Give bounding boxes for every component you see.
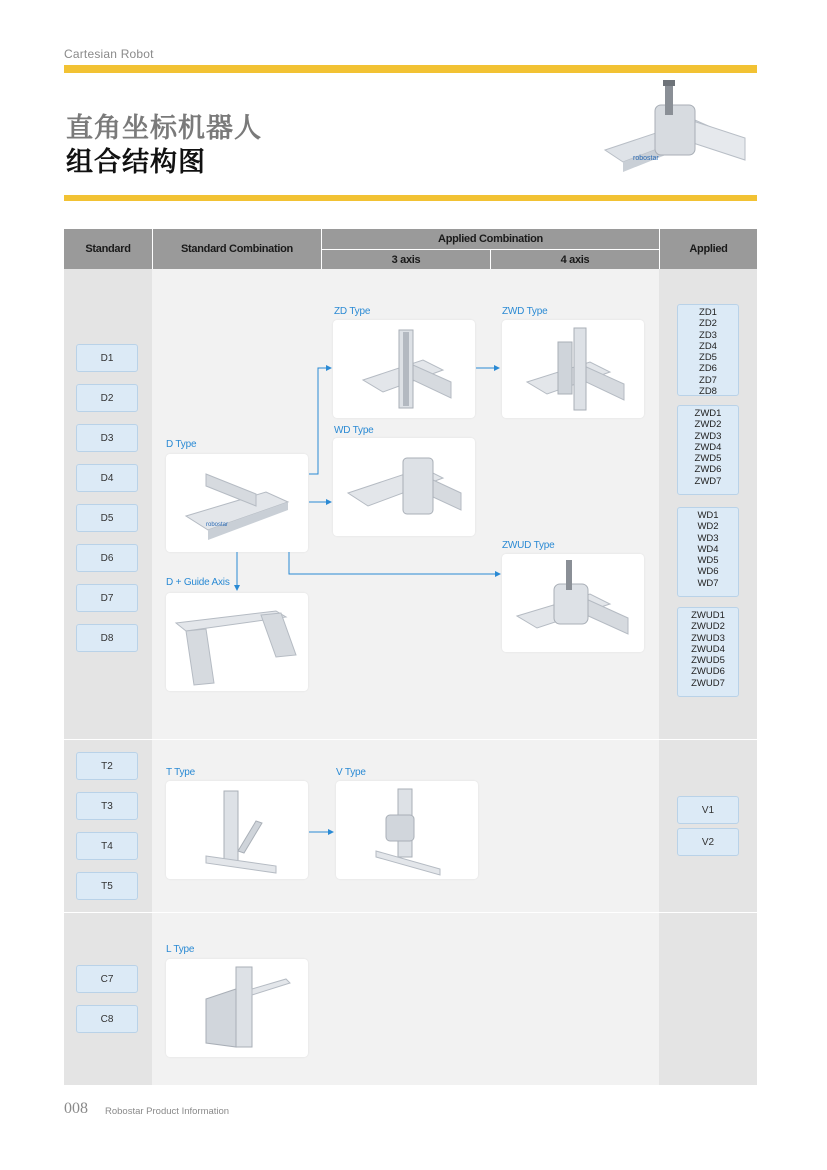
l-type-label: L Type [166,944,195,955]
d-type-image [166,454,308,552]
standard-item-t5[interactable]: T5 [76,872,138,900]
standard-item-c7[interactable]: C7 [76,965,138,993]
l-type-image [166,959,308,1057]
d-type-label: D Type [166,439,197,450]
standard-item-d8[interactable]: D8 [76,624,138,652]
page-title-line2: 组合结构图 [66,147,206,178]
standard-item-d2[interactable]: D2 [76,384,138,412]
standard-item-d4[interactable]: D4 [76,464,138,492]
applied-v1[interactable]: V1 [677,796,739,824]
hero-robot-image [595,80,757,190]
row-divider [64,912,757,913]
row-divider [64,739,757,740]
applied-v2[interactable]: V2 [677,828,739,856]
d-guide-axis-image [166,593,308,691]
zwd-type-image [502,320,644,418]
applied-wd-list[interactable]: WD1 WD2 WD3 WD4 WD5 WD6 WD7 [677,507,739,597]
header-applied-combination: Applied Combination [322,229,659,249]
standard-item-t4[interactable]: T4 [76,832,138,860]
standard-item-d6[interactable]: D6 [76,544,138,572]
wd-type-label: WD Type [334,425,374,436]
standard-item-c8[interactable]: C8 [76,1005,138,1033]
d-guide-axis-label: D + Guide Axis [166,577,230,588]
wd-type-image [333,438,475,536]
header-standard-combination: Standard Combination [153,229,321,269]
applied-zwd-list[interactable]: ZWD1 ZWD2 ZWD3 ZWD4 ZWD5 ZWD6 ZWD7 [677,405,739,495]
standard-item-d7[interactable]: D7 [76,584,138,612]
standard-item-t3[interactable]: T3 [76,792,138,820]
standard-item-d5[interactable]: D5 [76,504,138,532]
zd-type-label: ZD Type [334,306,371,317]
svg-text:robostar: robostar [206,522,229,528]
zwud-type-label: ZWUD Type [502,540,555,551]
zwd-type-label: ZWD Type [502,306,548,317]
page-title-line1: 直角坐标机器人 [66,113,262,144]
t-type-label: T Type [166,767,196,778]
applied-zwud-list[interactable]: ZWUD1 ZWUD2 ZWUD3 ZWUD4 ZWUD5 ZWUD6 ZWUD7 [677,607,739,697]
v-type-label: V Type [336,767,366,778]
header-standard: Standard [64,229,152,269]
footer-text: Robostar Product Information [105,1106,230,1117]
standard-item-t2[interactable]: T2 [76,752,138,780]
svg-text:robostar: robostar [633,155,659,162]
v-type-image [336,781,478,879]
title-accent-bar [64,195,757,201]
zwud-type-image [502,554,644,652]
t-type-image [166,781,308,879]
standard-item-d3[interactable]: D3 [76,424,138,452]
zd-type-image [333,320,475,418]
header-accent-bar [64,65,757,73]
section-label: Cartesian Robot [64,47,154,61]
header-applied: Applied [660,229,757,269]
header-3-axis: 3 axis [322,250,490,269]
page-number: 008 [64,1100,88,1117]
applied-zd-list[interactable]: ZD1 ZD2 ZD3 ZD4 ZD5 ZD6 ZD7 ZD8 [677,304,739,396]
header-4-axis: 4 axis [491,250,659,269]
standard-item-d1[interactable]: D1 [76,344,138,372]
